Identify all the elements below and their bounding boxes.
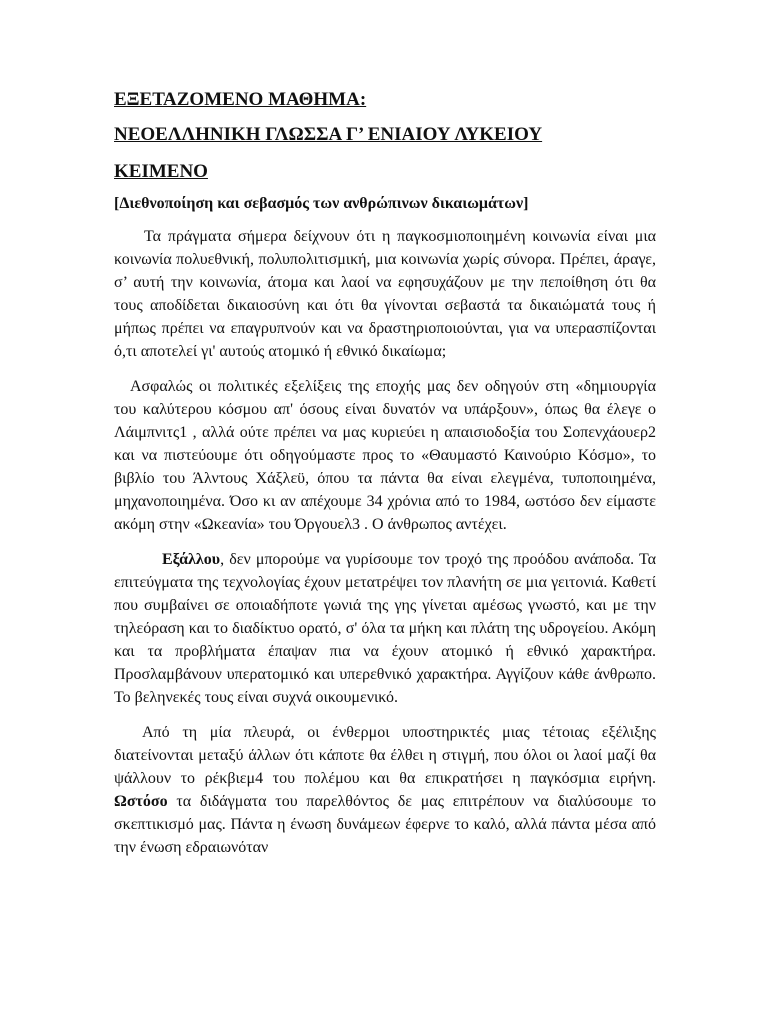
paragraph-3	[114, 548, 656, 709]
paragraph-4	[114, 721, 656, 859]
course-title-heading: ΝΕΟΕΛΛΗΝΙΚΗ ΓΛΩΣΣΑ Γ’ ΕΝΙΑΙΟΥ ΛΥΚΕΙΟΥ	[114, 124, 543, 145]
paragraph-1: Τα πράγματα σήμερα δείχνουν ότι η παγκοσμιοποιημένη κοινωνία είναι μια κοινωνία πολυεθνική, πολυπολιτισμική, μια κοινωνία χωρίς σύνορα. Πρέπει, άραγε, σ’ αυτή την κοινωνία, άτομα και λαοί να εφησυχάζουν με την πεποίθηση ότι θα τους αποδίδεται δικαιοσύνη και ότι θα γίνονται σεβαστά τα δικαιώματά τους ή μήπως πρέπει να επαγρυπνούν και να δραστηριοποιούνται, για να υπερασπίζονται ό,τι αποτελεί γι' αυτούς ατομικό ή εθνικό δικαίωμα;	[114, 228, 656, 360]
exam-subject-heading: ΕΞΕΤΑΖΟΜΕΝΟ ΜΑΘΗΜΑ:	[114, 89, 367, 110]
paragraph-4-body-end: τα διδάγματα του παρελθόντος δε μας επιτρέπουν να διαλύσουμε το σκεπτικισμό μας. Πάντα η ένωση δυνάμεων έφερνε το καλό, αλλά πάντα μέσα από την ένωση εδραιωνόταν	[114, 793, 656, 856]
text-title: [Διεθνοποίηση και σεβασμός των ανθρώπινων δικαιωμάτων]	[114, 195, 529, 212]
paragraph-4-bold-word: Ωστόσο	[114, 793, 168, 810]
paragraph-4-body-start: Από τη μία πλευρά, οι ένθερμοι υποστηρικτές μιας τέτοιας εξέλιξης διατείνονται μεταξύ άλλων ότι κάποτε θα έλθει η στιγμή, που όλοι οι λαοί μαζί θα ψάλλουν το ρέκβιεμ4 του πολέμου και θα επικρατήσει η παγκόσμια ειρήνη.	[114, 724, 656, 787]
text-section-heading: ΚΕΙΜΕΝΟ	[114, 161, 208, 182]
paragraph-2: Ασφαλώς οι πολιτικές εξελίξεις της εποχής μας δεν οδηγούν στη «δημιουργία του καλύτερου κόσμου απ' όσους είναι δυνατόν να υπάρξουν», όπως θα έλεγε ο Λάιμπνιτς1 , αλλά ούτε πρέπει να μας κυριεύει η απαισιοδοξία του Σοπενχάουερ2 και να πιστεύουμε ότι οδηγούμαστε προς το «Θαυμαστό Καινούριο Κόσμο», το βιβλίο του Άλντους Χάξλεϋ, όπου τα πάντα θα είναι ελεγμένα, τυποποιημένα, μηχανοποιημένα. Όσο κι αν απέχουμε 34 χρόνια από το 1984, ωστόσο δεν είμαστε ακόμη στην «Ωκεανία» του Όργουελ3 . Ο άνθρωπος αντέχει.	[114, 378, 656, 533]
paragraph-3-body: , δεν μπορούμε να γυρίσουμε τον τροχό της προόδου ανάποδα. Τα επιτεύγματα της τεχνολογίας έχουν μετατρέψει τον πλανήτη σε μια γειτονιά. Καθετί που συμβαίνει σε οποιαδήποτε γωνιά της γης γίνεται αμέσως γνωστό, και με την τηλεόραση και το διαδίκτυο ορατό, σ' όλα τα μήκη και πλάτη της υδρογείου. Ακόμη και τα προβλήματα έπαψαν πια να έχουν ατομικό ή εθνικό χαρακτήρα. Προσλαμβάνουν υπερατομικό και υπερεθνικό χαρακτήρα. Αγγίζουν κάθε άνθρωπο. Το βεληνεκές τους είναι συχνά οικουμενικό.	[114, 551, 656, 706]
paragraph-3-lead-word: Εξάλλου	[162, 551, 221, 568]
